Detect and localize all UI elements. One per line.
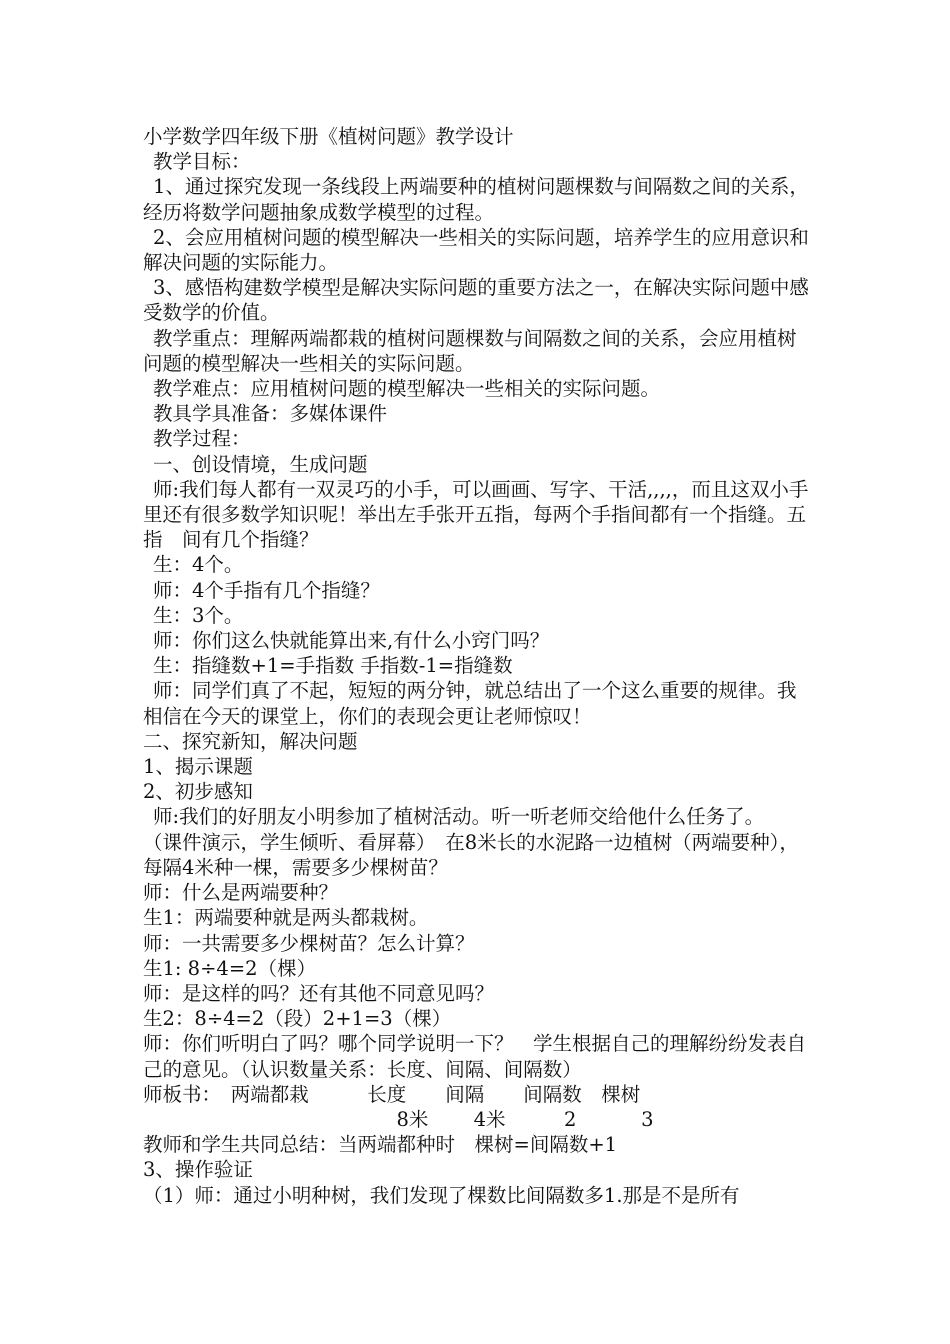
doc-line: 生：指缝数+1=手指数 手指数-1=指缝数 [153,654,513,678]
doc-line: 3、感悟构建数学模型是解决实际问题的重要方法之一，在解决实际问题中感受数学的价值。 [143,276,809,325]
section-heading: 3、操作验证 [143,1158,253,1182]
doc-line: 师：4个手指有几个指缝？ [153,578,380,602]
doc-line: 教师和学生共同总结：当两端都种时 棵树=间隔数+1 [143,1133,618,1157]
doc-line: 教学过程： [153,427,251,451]
doc-line: 生1：两端要种就是两头都栽树。 [143,906,429,930]
doc-line: 师：什么是两端要种？ [143,881,339,905]
doc-line: 师：是这样的吗？还有其他不同意见吗？ [143,981,495,1005]
doc-line: 教学目标： [153,150,251,174]
doc-line: 师：同学们真了不起，短短的两分钟，就总结出了一个这么重要的规律。我相信在今天的课堂上，你们的表现会更让老师惊叹！ [143,679,797,728]
doc-line: 1、揭示课题 [143,755,253,779]
doc-line: 教具学具准备：多媒体课件 [153,402,388,426]
doc-line: 2、初步感知 [143,780,253,804]
doc-line: 师：你们听明白了吗？哪个同学说明一下？ 学生根据自己的理解纷纷发表自己的意见。（认识数量关系：长度、间隔、间隔数） [143,1032,807,1081]
doc-line: 生：4个。 [153,553,244,577]
doc-line: 师：你们这么快就能算出来,有什么小窍门吗？ [153,629,550,653]
doc-line: 生1: 8÷4=2（棵） [143,956,317,980]
document-body [143,124,813,1208]
section-heading: 二、探究新知，解决问题 [143,729,358,753]
doc-line: （课件演示，学生倾听、看屏幕） 在8米长的水泥路一边植树（两端要种），每隔4米种一棵，需要多少棵树苗？ [143,830,799,879]
doc-line: （1）师：通过小明种树，我们发现了棵数比间隔数多1.那是不是所有 [143,1183,740,1207]
doc-line: 生2：8÷4=2（段）2+1=3（棵） [143,1007,452,1031]
doc-title: 小学数学四年级下册《植树问题》教学设计 [143,125,514,148]
section-heading: 一、创设情境，生成问题 [153,452,368,476]
board-writing-header: 师板书： 两端都栽 长度 间隔 间隔数 棵树 [143,1082,641,1106]
doc-line: 师:我们每人都有一双灵巧的小手，可以画画、写字、干活,,,,，而且这双小手里还有很多数学知识呢！举出左手张开五指，每两个手指间都有一个指缝。五指 间有几个指缝？ [143,477,809,552]
doc-line: 生：3个。 [153,603,244,627]
doc-line: 师:我们的好朋友小明参加了植树活动。听一听老师交给他什么任务了。 [153,805,765,829]
doc-line: 教学重点：理解两端都栽的植树问题棵数与间隔数之间的关系，会应用植树问题的模型解决一些相关的实际问题。 [143,326,797,375]
doc-line: 教学难点：应用植树问题的模型解决一些相关的实际问题。 [153,377,661,401]
board-writing-values: 8米 4米 2 3 [143,1107,654,1131]
doc-line: 1、通过探究发现一条线段上两端要种的植树问题棵数与间隔数之间的关系，经历将数学问题抽象成数学模型的过程。 [143,175,809,224]
doc-line: 2、会应用植树问题的模型解决一些相关的实际问题，培养学生的应用意识和解决问题的实际能力。 [143,225,809,275]
doc-line: 师：一共需要多少棵树苗？怎么计算？ [143,931,475,955]
